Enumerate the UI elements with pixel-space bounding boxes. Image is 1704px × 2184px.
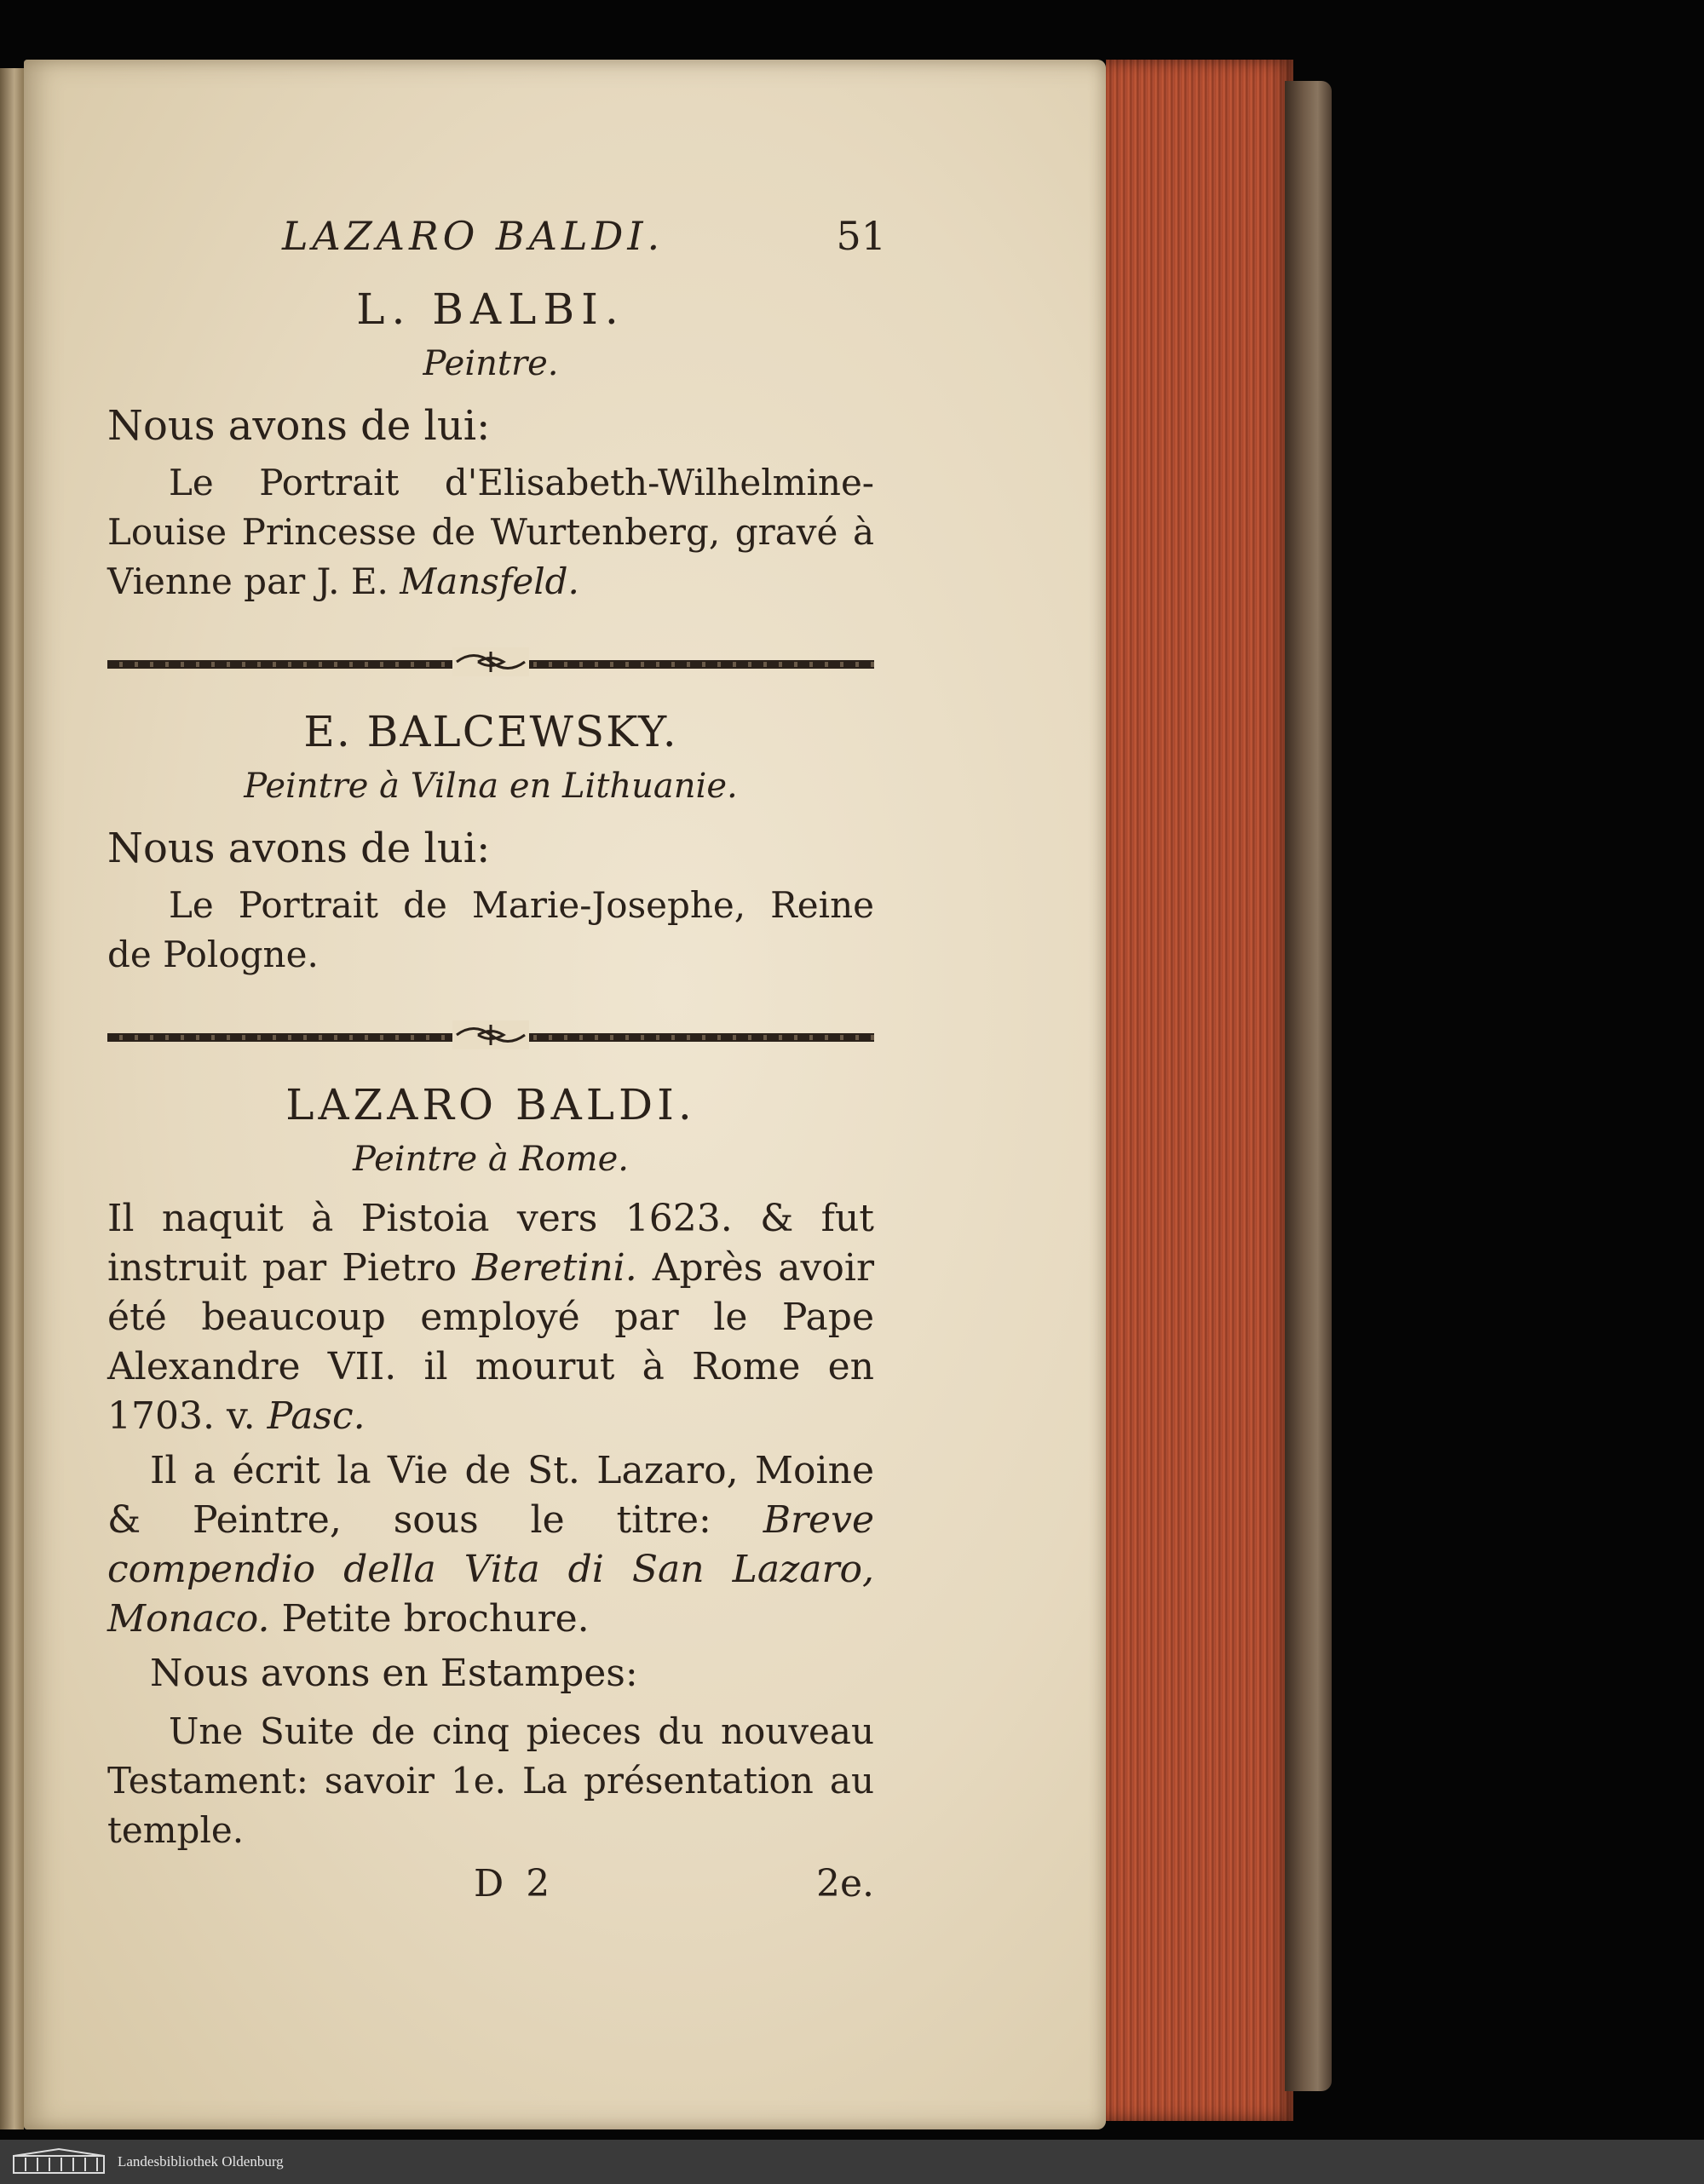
entry-name: L. BALBI.	[356, 284, 625, 334]
entry-balbi	[107, 284, 874, 606]
fleuron-icon	[452, 647, 529, 676]
page-number: 51	[836, 213, 886, 259]
text-run-italic: Beretini.	[472, 1246, 637, 1290]
book-cover	[1285, 81, 1332, 2091]
page-block-edge	[1106, 60, 1293, 2121]
prints-text: Une Suite de cinq pieces du nouveau Testament: savoir 1e. La présentation au temple.	[107, 1710, 874, 1851]
entry-role: Peintre à Rome.	[352, 1140, 629, 1179]
entry-name: E. BALCEWSKY.	[303, 707, 678, 756]
running-head	[107, 204, 886, 273]
left-page-edge	[0, 68, 24, 2129]
entry-text: Le Portrait de Marie-Josephe, Reine de Pologne.	[107, 884, 874, 975]
catchword: 2e.	[815, 1862, 874, 1905]
entry-text-main: Le Portrait d'Elisabeth-Wilhelmine-Louise Princesse de Wurtenberg, gravé à Vienne par J. E.	[107, 462, 874, 602]
entry-role: Peintre à Vilna en Lithuanie.	[244, 767, 738, 806]
fleuron-icon	[452, 1020, 529, 1049]
entry-lazaro-baldi	[107, 1080, 874, 1855]
biography-paragraph	[107, 1194, 874, 1441]
entry-text	[107, 458, 874, 606]
text-run: Petite brochure.	[269, 1597, 590, 1641]
ornamental-rule	[107, 652, 874, 673]
entry-lead: Nous avons de lui:	[107, 402, 491, 450]
viewer-footer-bar	[0, 2140, 1704, 2184]
page-footer	[107, 1862, 874, 1913]
text-run: Après avoir été beaucoup employé par le Pape Alexandre VII. il mourut à Rome en 1703. v.	[107, 1246, 874, 1438]
entry-text-italic: Mansfeld.	[400, 560, 579, 602]
ornamental-rule	[107, 1026, 874, 1046]
entry-name: LAZARO BALDI.	[285, 1080, 696, 1129]
entry-role: Peintre.	[423, 344, 559, 383]
prints-heading: Nous avons en Estampes:	[150, 1652, 638, 1695]
library-logo-icon	[12, 2147, 106, 2176]
entry-lead: Nous avons de lui:	[107, 825, 491, 872]
signature-mark: D 2	[474, 1862, 556, 1905]
entry-balcewsky	[107, 707, 874, 980]
text-run: Il naquit à Pistoia vers 1623. & fut instruit par Pietro	[107, 1197, 874, 1290]
text-run-italic: Pasc.	[267, 1394, 366, 1438]
library-name: Landesbibliothek Oldenburg	[118, 2153, 284, 2170]
writings-paragraph	[107, 1446, 874, 1644]
text-run-italic: Breve compendio della Vita di San Lazaro, Monaco.	[107, 1498, 874, 1641]
page-text	[107, 204, 886, 1913]
running-title: LAZARO BALDI.	[282, 213, 665, 259]
text-run: Il a écrit la Vie de St. Lazaro, Moine & Peintre, sous le titre:	[107, 1449, 874, 1542]
